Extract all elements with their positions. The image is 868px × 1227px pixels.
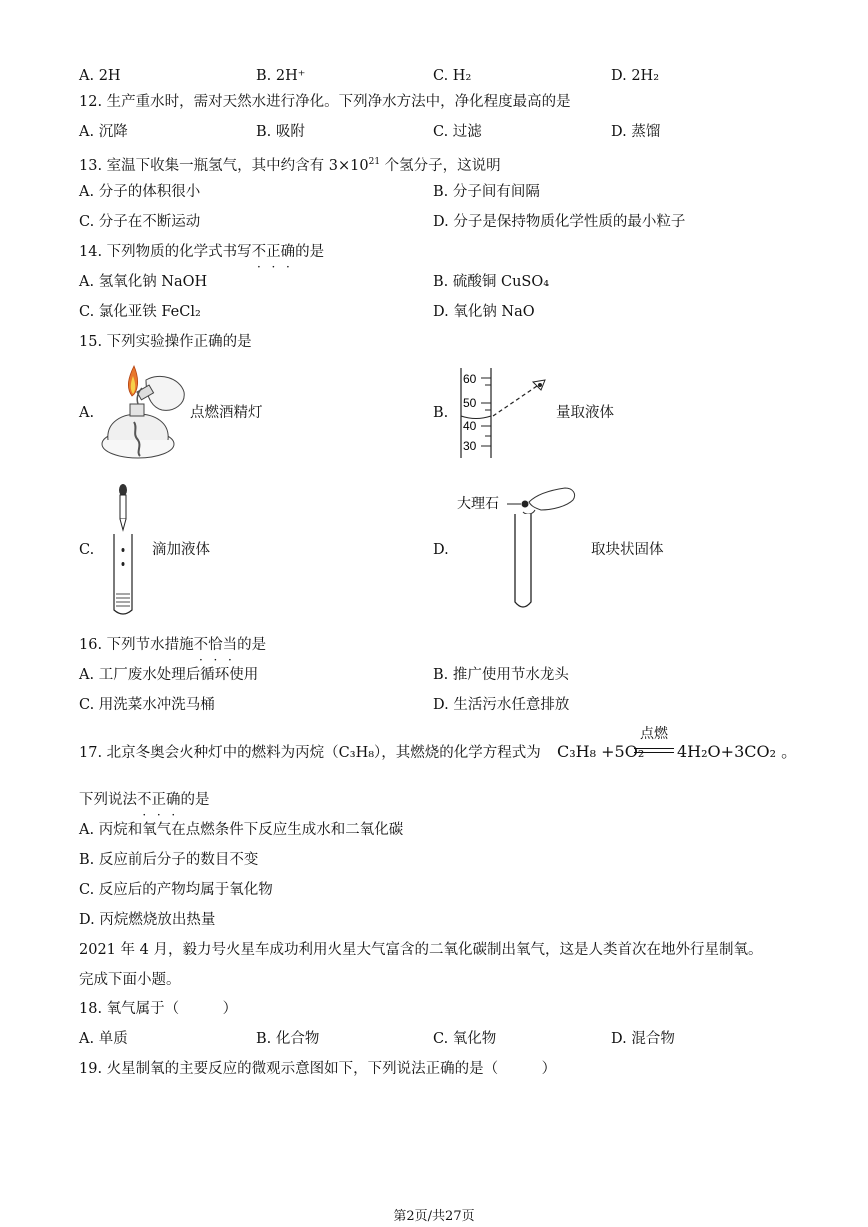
alcohol-lamp-lighting-figure (98, 362, 190, 462)
q16-stem-post: 的是 (237, 637, 267, 653)
q16-option-d: D. 生活污水任意排放 (433, 697, 570, 713)
q17-sub-post: 的是 (180, 792, 210, 808)
dropper-test-tube-figure (108, 482, 138, 618)
q13-option-a: A. 分子的体积很小 (79, 184, 201, 200)
q17-eq-bar-bottom (634, 752, 674, 753)
q11-option-b: B. 2H⁺ (256, 68, 306, 84)
q13-stem-post: 个氢分子，这说明 (380, 157, 501, 174)
q18-option-a: A. 单质 (79, 1031, 128, 1047)
q16-emph-1: 不 (193, 637, 209, 653)
q15-option-a-caption: 点燃酒精灯 (190, 405, 263, 421)
q17-stem: 17. 北京冬奥会火种灯中的燃料为丙烷（C₃H₈），其燃烧的化学方程式为 (79, 745, 541, 761)
q17-emph-2: 正 (151, 792, 166, 808)
page-footer: 第2页/共27页 (393, 1209, 475, 1224)
q17-option-b: B. 反应前后分子的数目不变 (79, 852, 259, 868)
cylinder-tick-60: 60 (463, 372, 477, 386)
q14-option-c: C. 氯化亚铁 FeCl₂ (79, 304, 201, 320)
q16-stem-pre: 16. 下列节水措施 (79, 637, 194, 653)
cylinder-tick-50: 50 (463, 396, 477, 410)
q18-stem: 18. 氧气属于（ ） (79, 1001, 238, 1017)
q14-option-a: A. 氢氧化钠 NaOH (79, 274, 208, 290)
q17-emph-1: 不 (137, 792, 152, 808)
passage-line-1: 2021 年 4 月，毅力号火星车成功利用火星大气富含的二氧化碳制出氧气，这是人类首次在地外行星制氧。 (79, 942, 763, 958)
q18-option-d: D. 混合物 (611, 1031, 675, 1047)
q17-sub-stem (79, 790, 210, 810)
cylinder-tick-40: 40 (463, 419, 477, 433)
q12-option-b: B. 吸附 (256, 124, 305, 140)
q16-emph-2: 恰 (208, 637, 223, 653)
q15-option-d-letter: D. (433, 542, 449, 558)
q12-option-d: D. 蒸馏 (611, 124, 661, 140)
q13-stem-sup: 21 (368, 157, 381, 167)
q13-option-c: C. 分子在不断运动 (79, 214, 201, 230)
q12-stem: 12. 生产重水时，需对天然水进行净化。下列净水方法中，净化程度最高的是 (79, 94, 571, 110)
q14-stem (79, 242, 324, 262)
q18-option-b: B. 化合物 (256, 1031, 320, 1047)
q14-stem-post: 的是 (295, 244, 325, 260)
q16-emph-3: 当 (222, 637, 238, 653)
q16-option-a: A. 工厂废水处理后循环使用 (79, 667, 259, 683)
q17-option-c: C. 反应后的产物均属于氧化物 (79, 882, 273, 898)
q16-option-c: C. 用洗菜水冲洗马桶 (79, 697, 215, 713)
q17-eq-right: 4H₂O+3CO₂ 。 (677, 742, 798, 761)
q11-option-a: A. 2H (79, 68, 121, 84)
passage-line-2: 完成下面小题。 (79, 972, 181, 988)
q14-option-b: B. 硫酸铜 CuSO₄ (433, 274, 550, 290)
q15-option-c-caption: 滴加液体 (152, 542, 210, 558)
q14-stem-pre: 14. 下列物质的化学式书写 (79, 244, 252, 260)
q12-option-a: A. 沉降 (79, 124, 128, 140)
q17-eq-left: C₃H₈ +5O₂ (557, 742, 645, 761)
q17-option-a: A. 丙烷和氧气在点燃条件下反应生成水和二氧化碳 (79, 822, 404, 838)
q18-option-c: C. 氧化物 (433, 1031, 497, 1047)
q15-stem: 15. 下列实验操作正确的是 (79, 334, 252, 350)
marble-test-tube-figure (455, 484, 580, 614)
q17-emph-3: 确 (166, 792, 181, 808)
q16-stem (79, 635, 266, 655)
q16-option-b: B. 推广使用节水龙头 (433, 667, 569, 683)
q13-option-b: B. 分子间有间隔 (433, 184, 540, 200)
q15-option-d-caption: 取块状固体 (591, 542, 664, 558)
q15-option-a-letter: A. (79, 405, 95, 421)
q13-stem (79, 152, 501, 176)
q14-emph-2: 正 (266, 244, 281, 260)
q15-option-b-caption: 量取液体 (556, 405, 614, 421)
q14-emph-1: 不 (251, 244, 267, 260)
q13-option-d: D. 分子是保持物质化学性质的最小粒子 (433, 214, 686, 230)
q13-stem-pre: 13. 室温下收集一瓶氢气，其中约含有 3×10 (79, 157, 369, 174)
marble-label: 大理石 (457, 495, 499, 511)
q11-option-d: D. 2H₂ (611, 68, 660, 84)
q12-option-c: C. 过滤 (433, 124, 482, 140)
q11-option-c: C. H₂ (433, 68, 472, 84)
q14-option-d: D. 氧化钠 NaO (433, 304, 535, 320)
q15-option-c-letter: C. (79, 542, 95, 558)
q14-emph-3: 确 (280, 244, 296, 260)
q19-stem: 19. 火星制氧的主要反应的微观示意图如下，下列说法正确的是（ ） (79, 1061, 557, 1077)
q17-option-d: D. 丙烷燃烧放出热量 (79, 912, 216, 928)
cylinder-tick-30: 30 (463, 439, 477, 453)
q17-eq-bar-top (634, 748, 674, 749)
q17-sub-pre: 下列说法 (79, 792, 137, 808)
q17-eq-condition: 点燃 (640, 726, 668, 742)
graduated-cylinder-figure (455, 366, 560, 460)
q15-option-b-letter: B. (433, 405, 449, 421)
